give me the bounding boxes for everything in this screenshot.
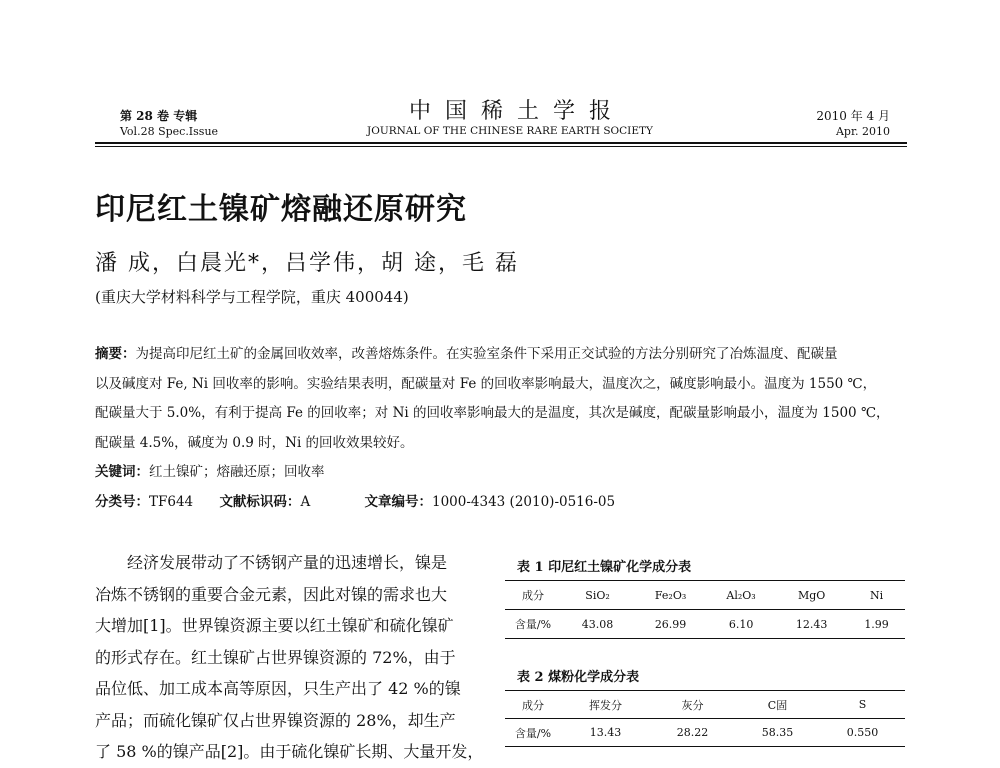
- article-title: 印尼红土镍矿熔融还原研究: [95, 192, 467, 227]
- body-line: 经济发展带动了不锈钢产量的迅速增长，镍是: [127, 553, 448, 572]
- body-line: 大增加[1]。世界镍资源主要以红土镍矿和硫化镍矿: [95, 616, 454, 635]
- abstract-line: 以及碱度对 Fe, Ni 回收率的影响。实验结果表明，配碳量对 Fe 的回收率影响最大，温度次之，碱度影响最小。温度为 1550 ℃，: [95, 375, 877, 392]
- doc-code-label: 文献标识码：: [219, 493, 301, 510]
- journal-title-cn: 中 国 稀 土 学 报: [409, 99, 611, 124]
- table-header-cell: S: [858, 698, 867, 711]
- table-row: [505, 610, 905, 639]
- header-rule-thick: [95, 142, 907, 144]
- body-line: 品位低、加工成本高等原因，只生产出了 42 %的镍: [95, 679, 461, 698]
- table-header-cell: Fe₂O₃: [654, 588, 687, 602]
- volume-en: Vol.28 Spec.Issue: [120, 125, 219, 138]
- header-rule-thin: [95, 146, 907, 147]
- table-header-cell: Al₂O₃: [726, 588, 756, 602]
- keywords-text: 红土镍矿；熔融还原；回收率: [149, 464, 325, 480]
- table-header-cell: MgO: [797, 588, 826, 602]
- table-header-cell: 灰分: [681, 698, 704, 712]
- table-header-cell: Ni: [869, 588, 884, 602]
- body-line: 的形式存在。红土镍矿占世界镍资源的 72%，由于: [95, 647, 456, 667]
- abstract-line: 配碳量 4.5%，碱度为 0.9 时，Ni 的回收效果较好。: [95, 434, 414, 451]
- table-cell: 6.10: [728, 617, 754, 631]
- article-no-label: 文章编号：: [364, 493, 432, 510]
- clc-label: 分类号：: [95, 493, 149, 510]
- volume-cn: 第 28 卷 专辑: [120, 109, 198, 123]
- table-header-cell: C固: [767, 698, 788, 712]
- abstract-line: 为提高印尼红土矿的金属回收效率，改善熔炼条件。在实验室条件下采用正交试验的方法分别研究了冶炼温度、配碳量: [135, 346, 838, 362]
- table-cell: 1.99: [864, 617, 889, 631]
- abstract-label: 摘要：: [95, 346, 136, 362]
- clc-value: TF644: [149, 493, 194, 510]
- classification-line: [95, 488, 910, 518]
- body-column: [95, 547, 495, 768]
- body-line: 冶炼不锈钢的重要合金元素，因此对镍的需求也大: [95, 584, 448, 604]
- table-cell: 含量/%: [514, 618, 552, 631]
- table-header-cell: 成分: [522, 589, 544, 602]
- abstract: [95, 340, 910, 517]
- table-cell: 26.99: [654, 617, 687, 631]
- body-line: 产品；而硫化镍矿仅占世界镍资源的 28%，却生产: [95, 710, 456, 730]
- article-no-value: 1000-4343 (2010)-0516-05: [431, 493, 616, 510]
- table1: [505, 580, 905, 639]
- abstract-line: 配碳量大于 5.0%，有利于提高 Fe 的回收率；对 Ni 的回收率影响最大的是温度，其次是碱度，配碳量影响最小，温度为 1500 ℃，: [95, 405, 890, 421]
- table-cell: 13.43: [589, 726, 622, 739]
- table-cell: 43.08: [581, 617, 614, 631]
- affiliation: (重庆大学材料科学与工程学院，重庆 400044): [95, 288, 409, 306]
- date-en: Apr. 2010: [835, 125, 890, 138]
- body-line: 了 58 %的镍产品[2]。由于硫化镍矿长期、大量开发，: [95, 742, 484, 761]
- table2: [505, 690, 905, 747]
- table-cell: 0.550: [846, 726, 879, 739]
- table-cell: 含量/%: [514, 726, 552, 740]
- table-header-cell: 挥发分: [589, 698, 623, 712]
- keywords-label: 关键词：: [95, 464, 149, 480]
- table-cell: 58.35: [761, 726, 794, 739]
- doc-code-value: A: [300, 493, 311, 510]
- table-header-cell: SiO₂: [585, 588, 610, 602]
- table-header-cell: 成分: [522, 698, 544, 712]
- author-list: 潘 成，白晨光*，吕学伟，胡 途，毛 磊: [95, 251, 519, 276]
- date-cn: 2010 年 4 月: [816, 109, 890, 123]
- journal-title-en: JOURNAL OF THE CHINESE RARE EARTH SOCIETY: [367, 125, 653, 137]
- table2-caption: 表 2 煤粉化学成分表: [517, 670, 640, 685]
- table-cell: 12.43: [795, 617, 828, 631]
- table1-caption: 表 1 印尼红土镍矿化学成分表: [517, 560, 692, 575]
- table-header-row: [505, 581, 905, 610]
- table-header-row: [505, 691, 905, 719]
- table-row: [505, 719, 905, 747]
- table-cell: 28.22: [676, 726, 709, 739]
